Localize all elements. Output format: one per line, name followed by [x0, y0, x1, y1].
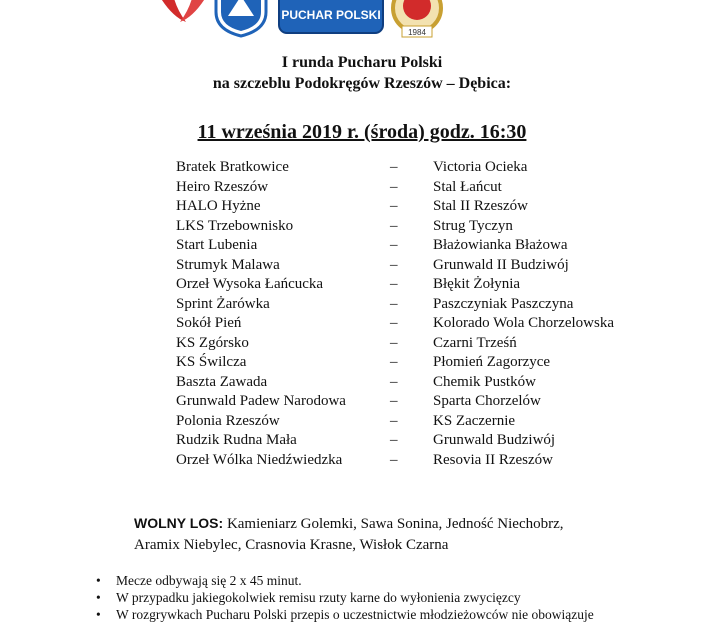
home-team: Sokół Pień	[176, 315, 242, 331]
away-team: Resovia II Rzeszów	[433, 451, 553, 468]
home-team: KS Świlcza	[176, 354, 247, 370]
match-row	[0, 217, 724, 237]
away-team: Victoria Ocieka	[433, 159, 528, 175]
away-team: Płomień Zagorzyce	[433, 354, 551, 370]
bullet-icon: •	[96, 607, 101, 622]
match-row	[0, 236, 724, 256]
title-line-1: I runda Pucharu Polski	[281, 54, 443, 71]
bullet-icon: •	[96, 590, 101, 605]
match-row	[0, 373, 724, 393]
away-team: Grunwald II Budziwój	[433, 256, 569, 273]
note-item	[96, 589, 706, 606]
away-team: Strug Tyczyn	[433, 217, 513, 234]
home-team: Strumyk Malawa	[176, 256, 280, 273]
match-row	[0, 392, 724, 412]
wolny-los-line-2: Aramix Niebylec, Crasnovia Krasne, Wisłok Czarna	[134, 537, 449, 553]
home-team: Orzeł Wólka Niedźwiedzka	[176, 451, 343, 468]
away-team: Błażowianka Błażowa	[433, 237, 568, 253]
match-row	[0, 353, 724, 373]
match-date: 11 września 2019 r. (środa) godz. 16:30	[197, 121, 527, 143]
home-team: KS Zgórsko	[176, 334, 249, 351]
match-row	[0, 178, 724, 198]
note-item	[96, 606, 706, 623]
home-team: Baszta Zawada	[176, 373, 268, 390]
home-team: Start Lubenia	[176, 237, 258, 253]
home-team: LKS Trzebownisko	[176, 217, 294, 234]
red-ribbon-emblem-icon	[152, 0, 212, 26]
home-team: Rudzik Rudna Mała	[176, 432, 297, 448]
home-team: Polonia Rzeszów	[176, 412, 280, 429]
match-row	[0, 412, 724, 432]
separator-dash: –	[390, 217, 398, 234]
crest-year: 1984	[408, 28, 426, 37]
puchar-polski-logo	[278, 0, 384, 34]
home-team: Grunwald Padew Narodowa	[176, 393, 346, 409]
match-row	[0, 334, 724, 354]
home-team: Orzeł Wysoka Łańcucka	[176, 276, 324, 292]
match-row	[0, 256, 724, 276]
away-team: KS Zaczernie	[433, 412, 516, 429]
separator-dash: –	[390, 354, 398, 370]
title-line-2: na szczeblu Podokręgów Rzeszów – Dębica:	[212, 75, 512, 92]
home-team: Bratek Bratkowice	[176, 159, 289, 175]
home-team: Sprint Żarówka	[176, 295, 270, 312]
separator-dash: –	[390, 159, 398, 175]
notes-list	[96, 572, 706, 623]
away-team: Grunwald Budziwój	[433, 432, 556, 448]
separator-dash: –	[390, 178, 398, 195]
logo-strip	[0, 0, 724, 42]
note-text: W przypadku jakiegokolwiek remisu rzuty karne do wyłonienia zwycięzcy	[116, 590, 521, 605]
separator-dash: –	[390, 432, 398, 448]
away-team: Kolorado Wola Chorzelowska	[433, 315, 614, 331]
separator-dash: –	[390, 373, 398, 390]
match-row	[0, 158, 724, 178]
away-team: Chemik Pustków	[433, 373, 536, 390]
note-text: Mecze odbywają się 2 x 45 minut.	[116, 573, 302, 588]
wolny-los-label: WOLNY LOS:	[134, 515, 224, 531]
fixtures-list	[0, 158, 724, 470]
away-team: Sparta Chorzelów	[433, 393, 541, 409]
home-team: HALO Hyżne	[176, 198, 261, 214]
note-item	[96, 572, 706, 589]
match-row	[0, 451, 724, 471]
separator-dash: –	[390, 393, 398, 409]
match-row	[0, 314, 724, 334]
away-team: Stal II Rzeszów	[433, 198, 528, 214]
separator-dash: –	[390, 334, 398, 351]
away-team: Stal Łańcut	[433, 178, 502, 195]
separator-dash: –	[390, 198, 398, 214]
wolny-los-section	[134, 513, 694, 556]
separator-dash: –	[390, 412, 398, 429]
bullet-icon: •	[96, 573, 101, 588]
wolny-los-line-1: Kamieniarz Golemki, Sawa Sonina, Jedność Niechobrz,	[226, 516, 564, 532]
separator-dash: –	[390, 276, 398, 292]
match-row	[0, 275, 724, 295]
note-text: W rozgrywkach Pucharu Polski przepis o uczestnictwie młodzieżowców nie obowiązuje	[116, 607, 594, 622]
away-team: Błękit Żołynia	[433, 276, 521, 292]
match-row	[0, 431, 724, 451]
match-row	[0, 197, 724, 217]
separator-dash: –	[390, 451, 398, 468]
separator-dash: –	[390, 315, 398, 331]
separator-dash: –	[390, 237, 398, 253]
home-team: Heiro Rzeszów	[176, 178, 269, 195]
separator-dash: –	[390, 295, 398, 312]
laurel-crest-icon	[384, 0, 450, 40]
regional-shield-icon	[212, 0, 270, 38]
away-team: Paszczyniak Paszczyna	[433, 295, 574, 312]
away-team: Czarni Trześń	[433, 334, 517, 351]
logo-text: PUCHAR POLSKI	[281, 8, 381, 22]
match-row	[0, 295, 724, 315]
separator-dash: –	[390, 256, 398, 273]
